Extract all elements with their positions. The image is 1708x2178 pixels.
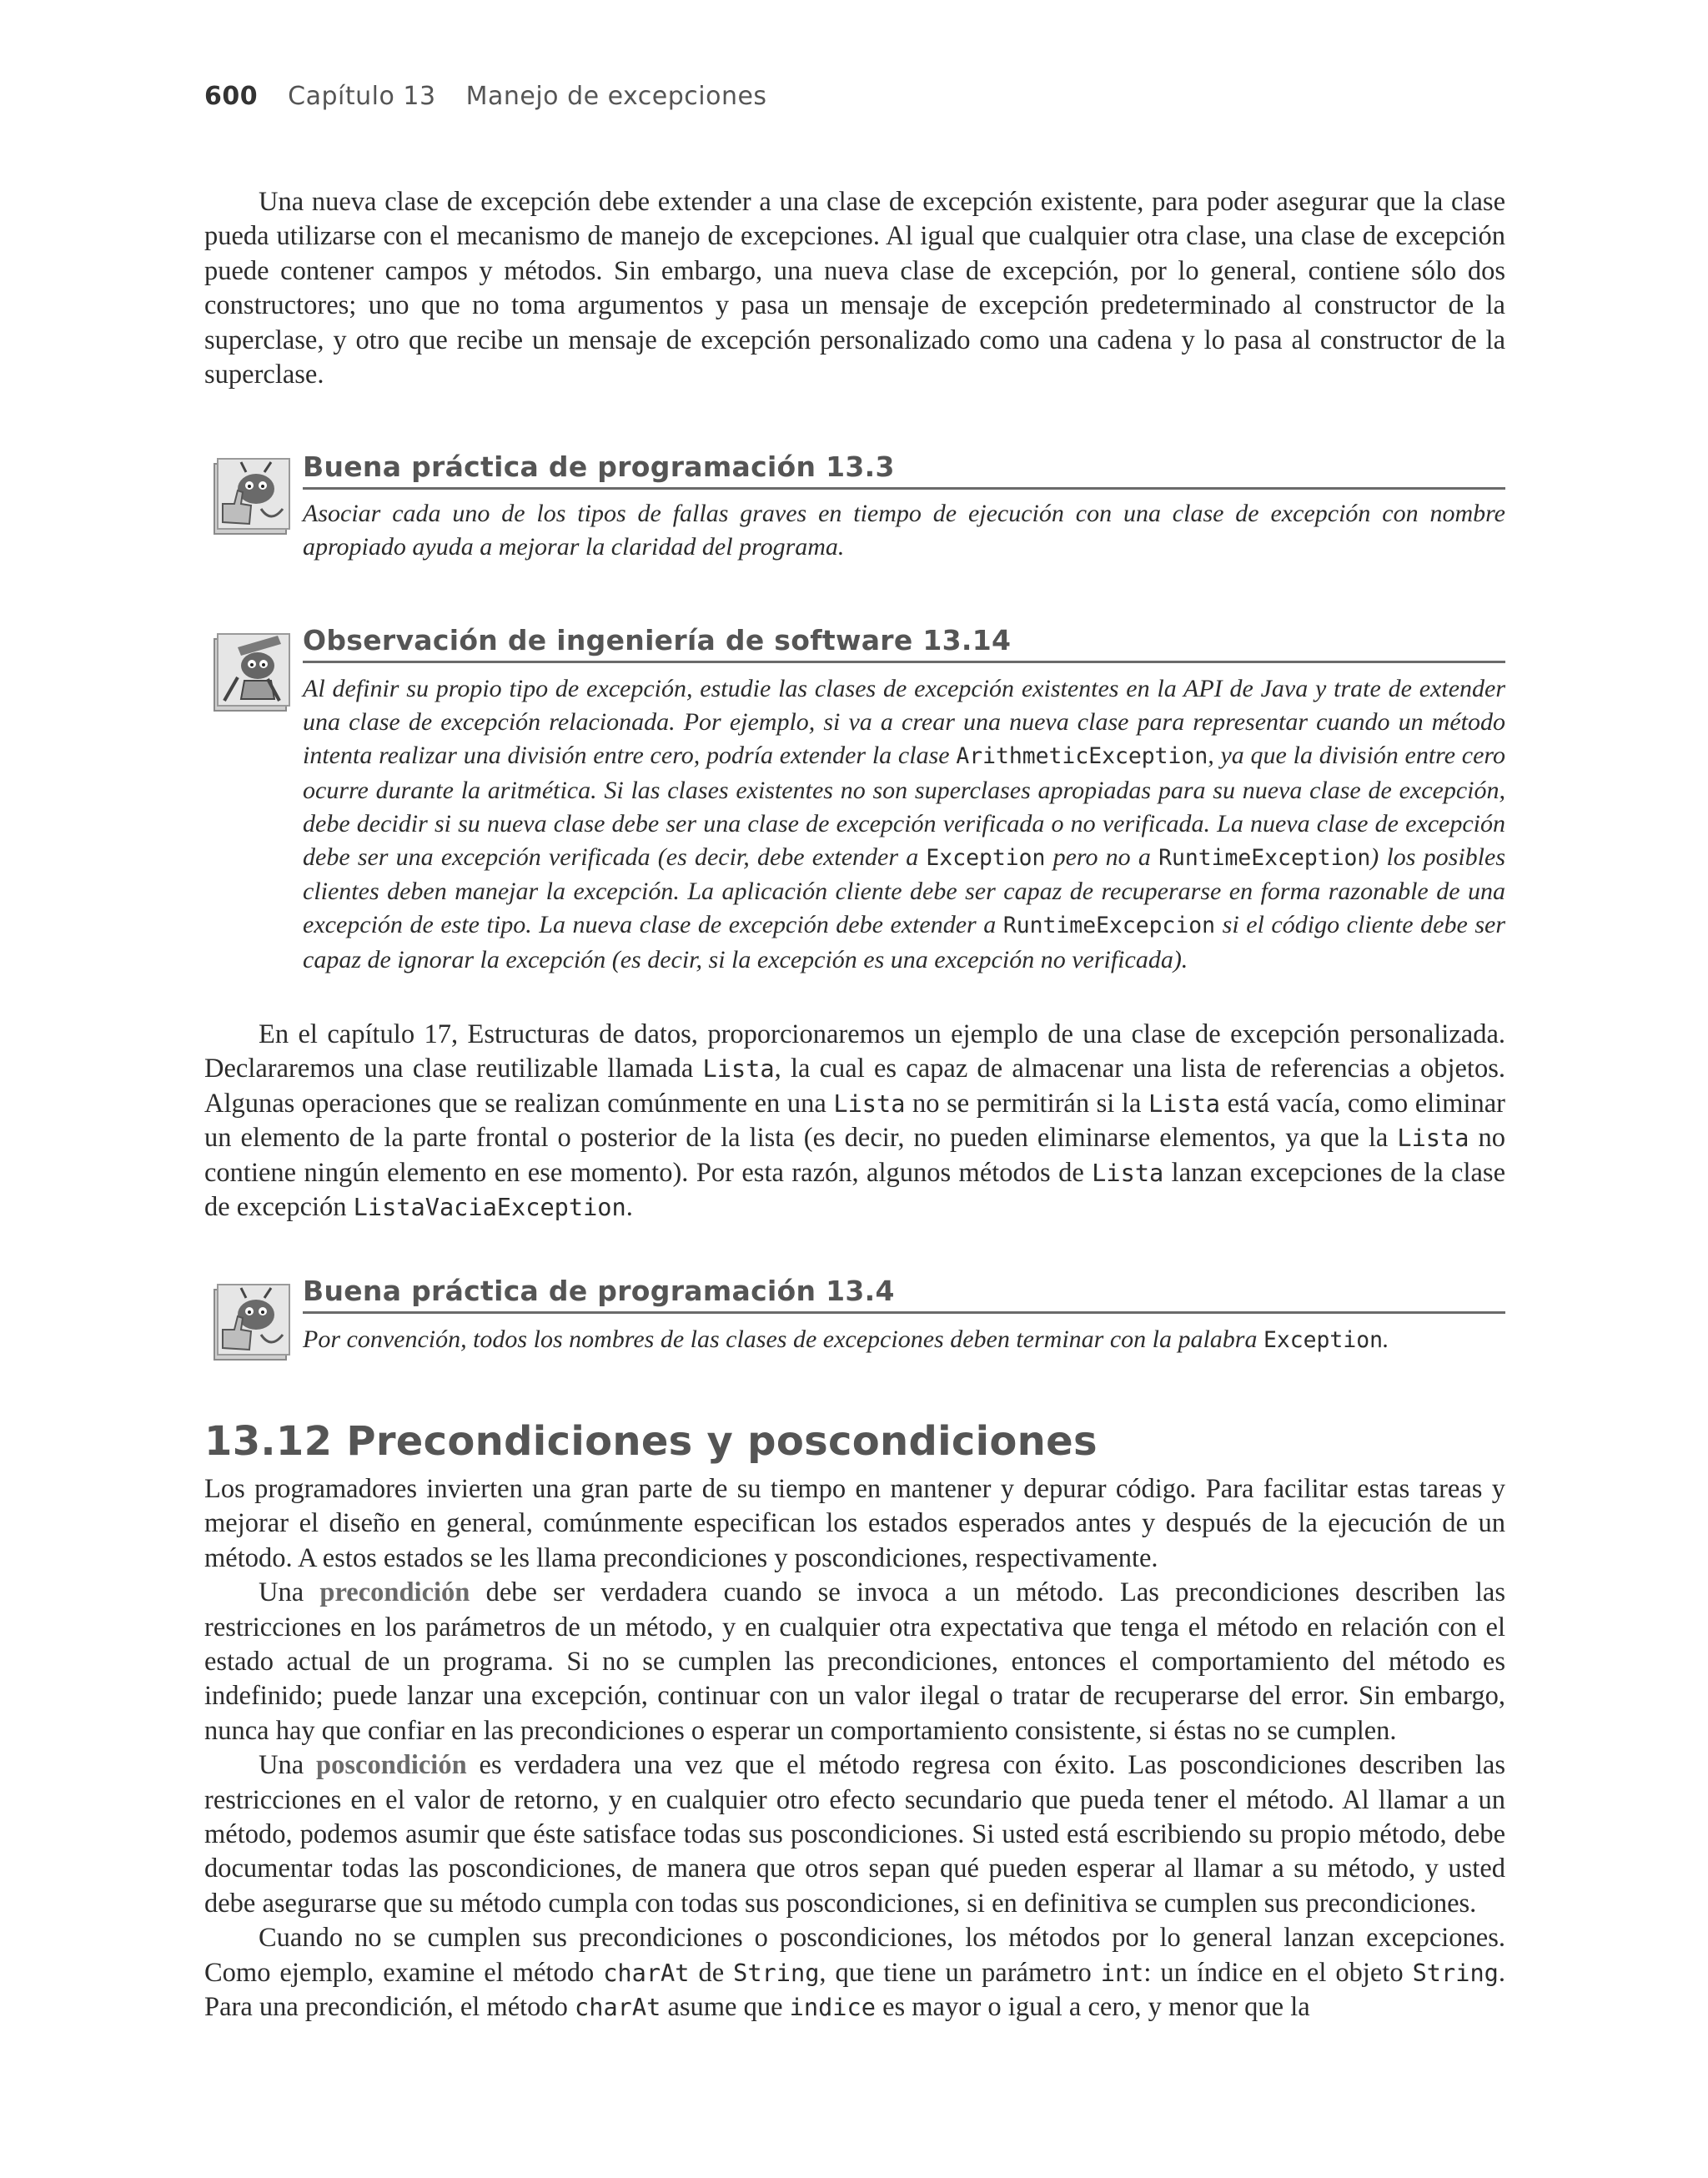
tip-box-programming-13-4 — [204, 1275, 1505, 1375]
tip-title: Buena práctica de programación 13.3 — [303, 450, 1505, 490]
chapter-label: Capítulo 13 — [288, 82, 436, 111]
tip-text: Por convención, todos los nombres de las clases de excepciones deben terminar con la palabra Exception. — [303, 1325, 1389, 1353]
section-heading — [204, 1418, 1098, 1465]
tip-title: Observación de ingeniería de software 13.14 — [303, 624, 1505, 663]
engineer-bug-icon — [213, 629, 291, 712]
paragraph-pre-post-intro: Los programadores invierten una gran parte de su tiempo en mantener y depurar código. Para facilitar estas tareas y mejorar el diseño en general, comúnmente especifican los estados esperados antes y después de la ejecución de un método. A estos estados se les llama precondiciones y poscondiciones, respectivamente. — [204, 1474, 1505, 1573]
code-runtime-excepcion: RuntimeExcepcion — [1002, 913, 1216, 939]
section-number: 13.12 — [204, 1418, 333, 1465]
code-arithmetic-exception: ArithmeticException — [956, 743, 1208, 770]
running-header — [204, 82, 767, 111]
tip-title: Buena práctica de programación 13.4 — [303, 1275, 1505, 1314]
paragraph-poscondicion: Una poscondición es verdadera una vez que el método regresa con éxito. Las poscondiciones describen las restricciones en el valor de retorno, y en cualquier otro efecto secundario que pueda tener el método. Al llamar a un método, podemos asumir que éste satisface todas sus poscondiciones. Si usted está escribiendo su propio método, debe documentar todas las poscondiciones, de manera que otros sepan qué pueden esperar al llamar a su método, y usted debe asegurarse que su método cumpla con todas sus poscondiciones, si en definitiva se cumplen sus precondiciones. — [204, 1750, 1505, 1919]
chapter-title: Manejo de excepciones — [465, 82, 767, 111]
page-number: 600 — [204, 82, 259, 111]
thumbs-up-bug-icon — [213, 457, 291, 536]
paragraph-lista: En el capítulo 17, Estructuras de datos, proporcionaremos un ejemplo de una clase de excepción personalizada. Declararemos una clase reutilizable llamada Lista, la cual es capaz de almacenar una lista de referencias a objetos. Algunas operaciones que se realizan comúnmente en una Lista no se permitirán si la Lista está vacía, como eliminar un elemento de la parte frontal o posterior de la lista (es decir, no pueden eliminarse elementos, ya que la Lista no contiene ningún elemento en ese momento). Por esta razón, algunos métodos de Lista lanzan excepciones de la clase de excepción ListaVaciaException. — [204, 1019, 1505, 1223]
thumbs-up-bug-icon — [213, 1283, 291, 1361]
paragraph-precondicion: Una precondición debe ser verdadera cuando se invoca a un método. Las precondiciones describen las restricciones en los parámetros de un método, y en cualquier otra expectativa que tenga el método en relación con el estado actual de un programa. Si no se cumplen las precondiciones, entonces el comportamiento del método es indefinido; puede lanzar una excepción, continuar con un valor ilegal o tratar de recuperarse del error. Sin embargo, nunca hay que confiar en las precondiciones o esperar un comportamiento consistente, si éstas no se cumplen. — [204, 1577, 1505, 1746]
term-poscondicion: poscondición — [316, 1750, 467, 1781]
paragraph-charat: Cuando no se cumplen sus precondiciones o poscondiciones, los métodos por lo general lanzan excepciones. Como ejemplo, examine el método charAt de String, que tiene un parámetro int: un índice en el objeto String. Para una precondición, el método charAt asume que indice es mayor o igual a cero, y menor que la — [204, 1923, 1505, 2023]
tip-box-programming-13-3 — [204, 450, 1505, 559]
code-runtime-exception: RuntimeException — [1158, 845, 1371, 872]
paragraph-intro: Una nueva clase de excepción debe extender a una clase de excepción existente, para poder asegurar que la clase pueda utilizarse con el mecanismo de manejo de excepciones. Al igual que cualquier otra clase, una clase de excepción puede contener campos y métodos. Sin embargo, una nueva clase de excepción, por lo general, contiene sólo dos constructores; uno que no toma argumentos y pasa un mensaje de excepción predeterminado al constructor de la superclase, y otro que recibe un mensaje de excepción personalizado como una cadena y lo pasa al constructor de la superclase. — [204, 187, 1505, 390]
section-body — [204, 1472, 1505, 2025]
code-exception: Exception — [926, 845, 1046, 872]
tip-text: Asociar cada uno de los tipos de fallas graves en tiempo de ejecución con una clase de excepción con nombre apropiado ayuda a mejorar la claridad del programa. — [303, 500, 1505, 561]
tip-text: Al definir su propio tipo de excepción, estudie las clases de excepción existentes en la API de Java y trate de extender una clase de excepción relacionada. Por ejemplo, si va a crear una nueva clase para representar cuando un método intenta realizar una división entre cero, podría extender la clase ArithmeticException, ya que la división entre cero ocurre durante la aritmética. Si las clases existentes no son superclases apropiadas para su nueva clase de excepción, debe decidir si su nueva clase debe ser una clase de excepción verificada o no verificada. La nueva clase de excepción debe ser una excepción verificada (es decir, debe extender a Exception pero no a RuntimeException) los posibles clientes deben manejar la excepción. La aplicación cliente debe ser capaz de recuperarse en forma razonable de una excepción de este tipo. La nueva clase de excepción debe extender a RuntimeExcepcion si el código cliente debe ser capaz de ignorar la excepción (es decir, si la excepción es una excepción no verificada). — [303, 675, 1506, 973]
section-title: Precondiciones y poscondiciones — [346, 1418, 1098, 1465]
code-exception: Exception — [1263, 1327, 1383, 1353]
tip-box-software-engineering-13-14 — [204, 624, 1505, 974]
term-precondicion: precondición — [319, 1577, 470, 1608]
